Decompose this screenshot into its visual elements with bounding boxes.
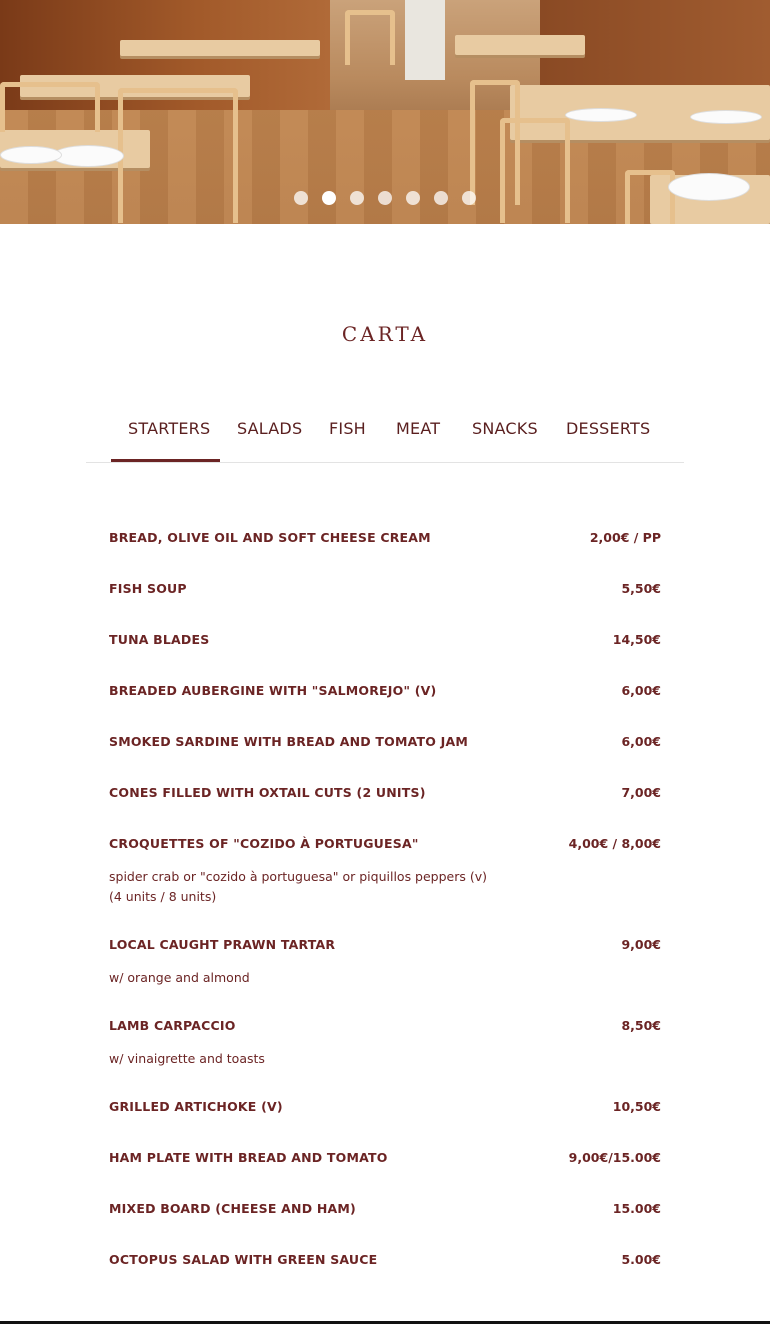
- menu-item-name: CROQUETTES OF "COZIDO À PORTUGUESA": [109, 836, 419, 851]
- tab-starters[interactable]: STARTERS: [128, 419, 211, 438]
- section-title: CARTA: [341, 322, 429, 346]
- hero-plate: [52, 145, 124, 167]
- menu-item: [109, 632, 661, 647]
- menu-item-name: BREAD, OLIVE OIL AND SOFT CHEESE CREAM: [109, 530, 431, 545]
- hero-plate: [565, 108, 637, 122]
- menu-item-name: SMOKED SARDINE WITH BREAD AND TOMATO JAM: [109, 734, 469, 749]
- menu-item: [109, 836, 661, 907]
- active-tab-indicator: [111, 459, 220, 462]
- carousel-dot[interactable]: [434, 191, 448, 205]
- menu-item-price: 9,00€/15.00€: [568, 1150, 661, 1165]
- menu-item-price: 5.00€: [621, 1252, 661, 1267]
- hero-chair: [500, 118, 570, 223]
- menu-item-price: 5,50€: [621, 581, 661, 596]
- menu-item-price: 10,50€: [612, 1099, 661, 1114]
- tab-snacks[interactable]: SNACKS: [472, 419, 538, 438]
- menu-item: [109, 1099, 661, 1114]
- menu-item-price: 8,50€: [621, 1018, 661, 1033]
- menu-item: [109, 683, 661, 698]
- carousel-dot[interactable]: [378, 191, 392, 205]
- menu-item-price: 2,00€ / PP: [589, 530, 661, 545]
- hero-carousel[interactable]: [0, 0, 770, 224]
- carousel-dot[interactable]: [322, 191, 336, 205]
- menu-item-name: LAMB CARPACCIO: [109, 1018, 236, 1033]
- hero-table: [120, 40, 320, 56]
- menu-item-price: 7,00€: [621, 785, 661, 800]
- menu-item-name: LOCAL CAUGHT PRAWN TARTAR: [109, 937, 336, 952]
- tab-fish[interactable]: FISH: [329, 419, 366, 438]
- menu-item: [109, 937, 661, 988]
- menu-item-price: 15.00€: [612, 1201, 661, 1216]
- tab-desserts[interactable]: DESSERTS: [566, 419, 651, 438]
- menu-item-price: 14,50€: [612, 632, 661, 647]
- menu-item-name: CONES FILLED WITH OXTAIL CUTS (2 UNITS): [109, 785, 426, 800]
- menu-item: [109, 1150, 661, 1165]
- menu-item: [109, 1018, 661, 1069]
- hero-chair: [345, 10, 395, 65]
- tab-meat[interactable]: MEAT: [396, 419, 441, 438]
- carousel-dot[interactable]: [406, 191, 420, 205]
- hero-plate: [690, 110, 762, 124]
- carousel-dot[interactable]: [462, 191, 476, 205]
- menu-item-name: TUNA BLADES: [109, 632, 210, 647]
- hero-window: [405, 0, 445, 80]
- carousel-dot[interactable]: [350, 191, 364, 205]
- hero-table: [455, 35, 585, 55]
- menu-item: [109, 581, 661, 596]
- menu-item-description: w/ orange and almond: [109, 970, 250, 985]
- menu-item-price: 6,00€: [621, 683, 661, 698]
- hero-chair: [0, 82, 100, 132]
- menu-item-name: OCTOPUS SALAD WITH GREEN SAUCE: [109, 1252, 378, 1267]
- menu-item-name: FISH SOUP: [109, 581, 187, 596]
- menu-item-name: BREADED AUBERGINE WITH "SALMOREJO" (V): [109, 683, 437, 698]
- menu-item-description: w/ vinaigrette and toasts: [109, 1051, 265, 1066]
- menu-item-description: [109, 867, 661, 907]
- menu-item-name: HAM PLATE WITH BREAD AND TOMATO: [109, 1150, 388, 1165]
- menu-item: [109, 1252, 661, 1267]
- hero-plate: [0, 146, 62, 164]
- tab-salads[interactable]: SALADS: [237, 419, 303, 438]
- menu-item: [109, 530, 661, 545]
- menu-item-name: MIXED BOARD (CHEESE AND HAM): [109, 1201, 356, 1216]
- menu-item-name: GRILLED ARTICHOKE (V): [109, 1099, 283, 1114]
- menu-item-price: 9,00€: [621, 937, 661, 952]
- menu-item: [109, 785, 661, 800]
- carousel-pagination: [0, 191, 770, 205]
- menu-item-price: 6,00€: [621, 734, 661, 749]
- menu-item-price: 4,00€ / 8,00€: [568, 836, 661, 851]
- menu-category-tabs: [86, 402, 684, 463]
- menu-item-description-line: spider crab or "cozido à portuguesa" or piquillos peppers (v): [109, 869, 488, 884]
- menu-item: [109, 1201, 661, 1216]
- menu-item: [109, 734, 661, 749]
- carousel-dot[interactable]: [294, 191, 308, 205]
- menu-item-description-line: (4 units / 8 units): [109, 889, 217, 904]
